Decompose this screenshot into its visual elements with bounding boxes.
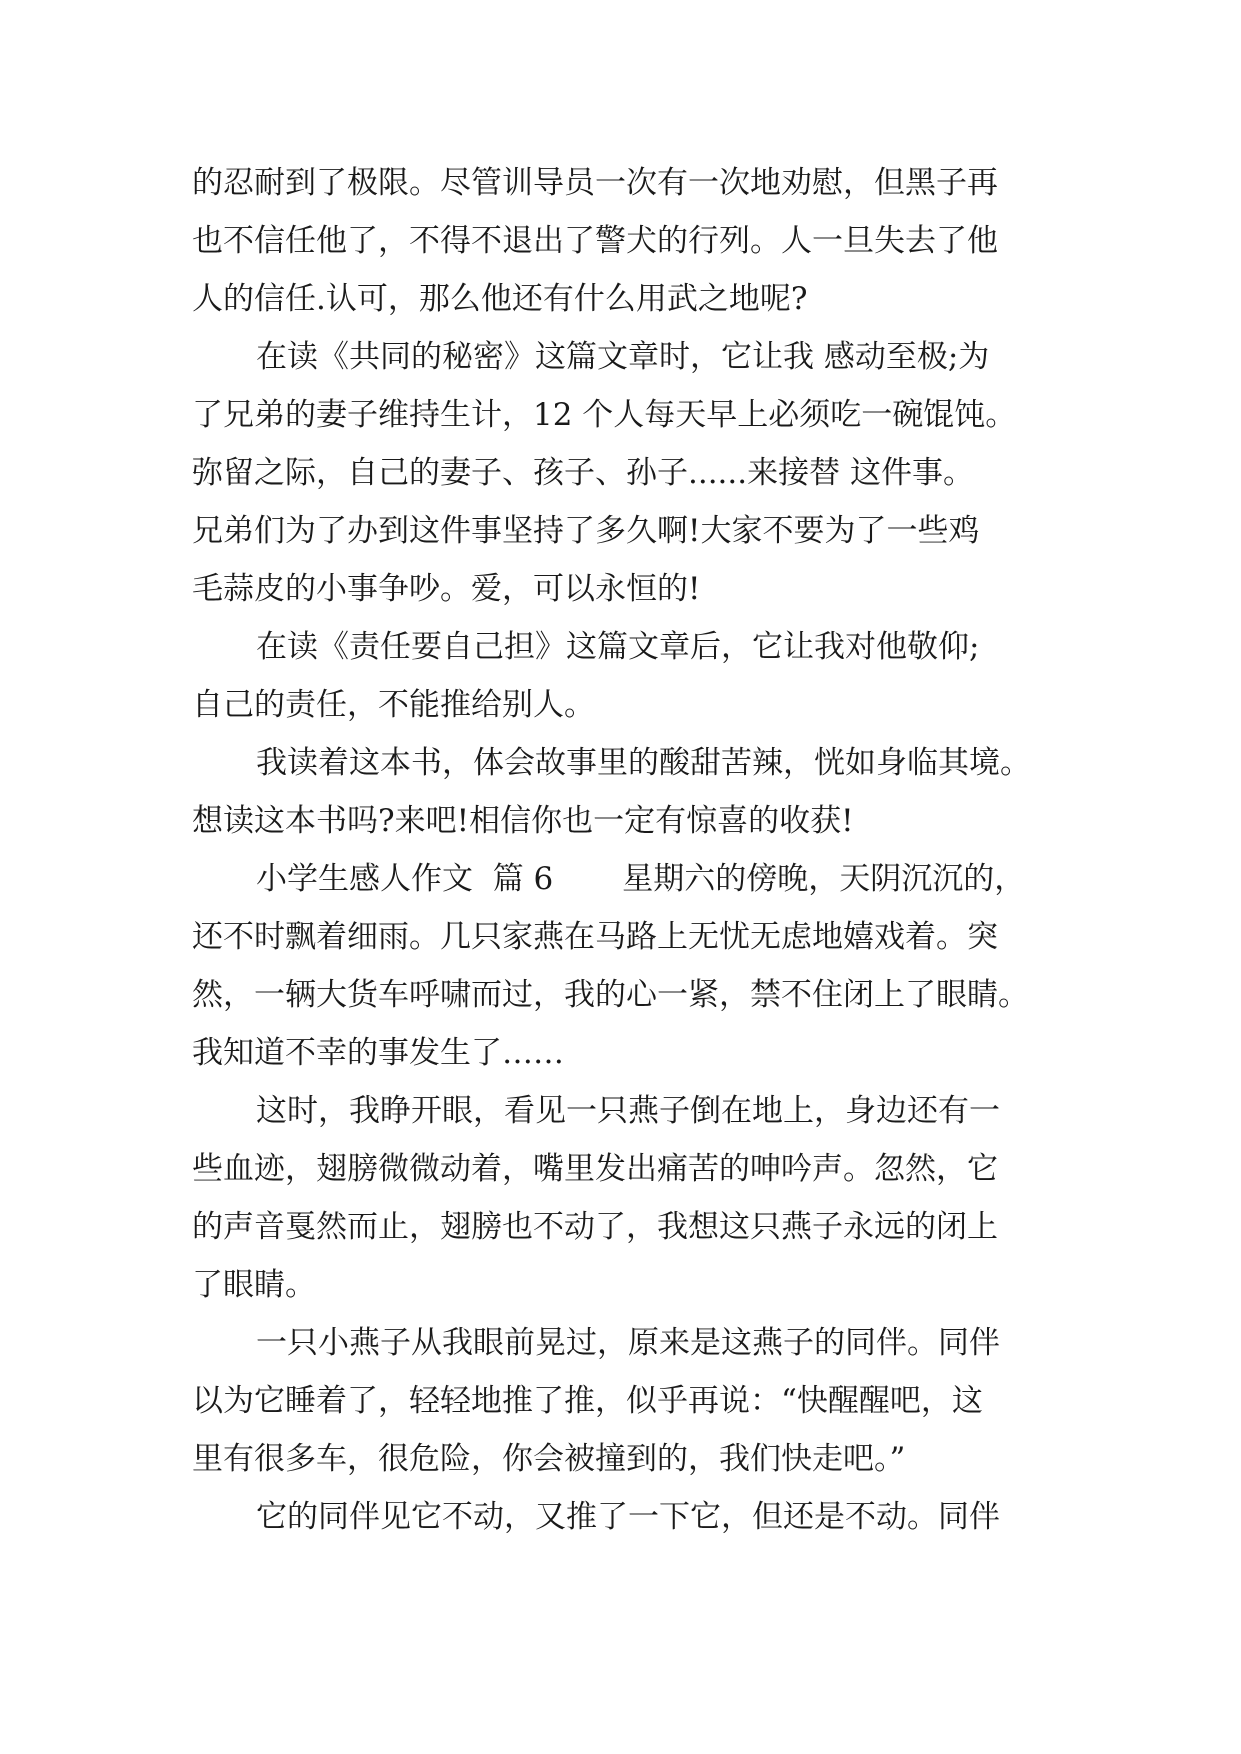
section-heading-line: 小学生感人作文 篇 6 星期六的傍晚，天阴沉沉的， [256, 861, 1026, 897]
text-line: 弥留之际，自己的妻子、孩子、孙子......来接替 这件事。 [192, 455, 974, 491]
text-line: 然，一辆大货车呼啸而过，我的心一紧，禁不住闭上了眼睛。 [192, 977, 1029, 1013]
text-line: 以为它睡着了，轻轻地推了推，似乎再说：“快醒醒吧，这 [192, 1383, 983, 1419]
text-line: 自己的责任，不能推给别人。 [192, 687, 595, 723]
text-line: 想读这本书吗?来吧!相信你也一定有惊喜的收获! [192, 803, 854, 839]
text-line: 毛蒜皮的小事争吵。爱，可以永恒的! [192, 571, 701, 607]
article-body [192, 154, 1052, 1546]
text-line: 了兄弟的妻子维持生计，12 个人每天早上必须吃一碗馄饨。 [192, 397, 1017, 433]
paragraph-start-line: 我读着这本书，体会故事里的酸甜苦辣，恍如身临其境。 [256, 745, 1031, 781]
paragraph-start-line: 这时，我睁开眼，看见一只燕子倒在地上，身边还有一 [256, 1093, 1000, 1129]
text-line: 的忍耐到了极限。尽管训导员一次有一次地劝慰，但黑子再 [192, 165, 998, 201]
paragraph-start-line: 在读《共同的秘密》这篇文章时，它让我 感动至极;为 [256, 339, 990, 375]
paragraph-start-line: 它的同伴见它不动，又推了一下它，但还是不动。同伴 [256, 1499, 1000, 1535]
text-line: 还不时飘着细雨。几只家燕在马路上无忧无虑地嬉戏着。突 [192, 919, 998, 955]
paragraph-start-line: 一只小燕子从我眼前晃过，原来是这燕子的同伴。同伴 [256, 1325, 1000, 1361]
text-line: 兄弟们为了办到这件事坚持了多久啊!大家不要为了一些鸡 [192, 513, 980, 549]
text-line: 也不信任他了，不得不退出了警犬的行列。人一旦失去了他 [192, 223, 998, 259]
text-line: 我知道不幸的事发生了…… [192, 1035, 564, 1071]
text-line: 人的信任.认可，那么他还有什么用武之地呢? [192, 281, 808, 317]
text-line: 些血迹，翅膀微微动着，嘴里发出痛苦的呻吟声。忽然，它 [192, 1151, 998, 1187]
text-line: 了眼睛。 [192, 1267, 316, 1303]
text-line: 里有很多车，很危险，你会被撞到的，我们快走吧。” [192, 1441, 906, 1477]
paragraph-start-line: 在读《责任要自己担》这篇文章后，它让我对他敬仰; [256, 629, 980, 665]
text-line: 的声音戛然而止，翅膀也不动了，我想这只燕子永远的闭上 [192, 1209, 998, 1245]
